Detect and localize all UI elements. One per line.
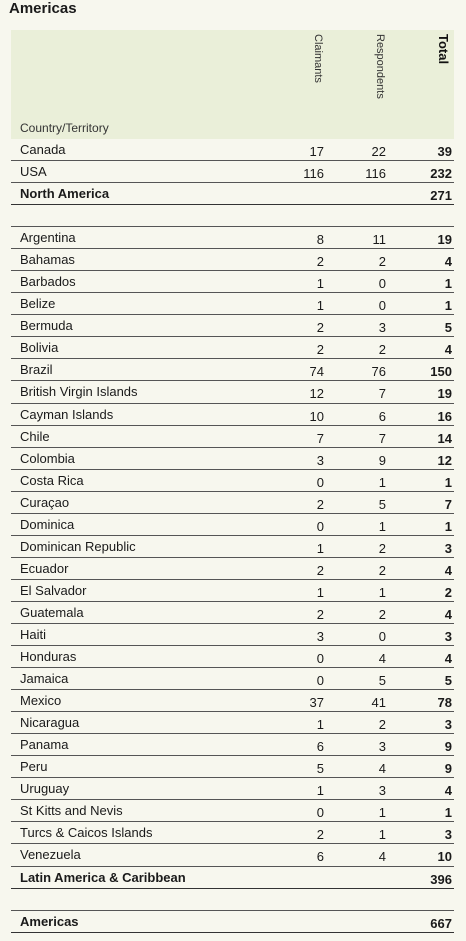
row-name: Peru	[20, 759, 48, 775]
row-name: North America	[20, 186, 110, 202]
row-total: 4	[444, 651, 452, 667]
row-respondents: 41	[371, 695, 386, 711]
row-claimants: 37	[309, 695, 324, 711]
row-respondents: 1	[378, 584, 386, 600]
row-claimants: 7	[316, 430, 324, 446]
row-respondents: 2	[378, 342, 386, 358]
row-total: 1	[444, 805, 452, 821]
row-respondents: 0	[378, 628, 386, 644]
row-claimants: 6	[316, 849, 324, 865]
table-row	[11, 514, 454, 536]
row-respondents: 1	[378, 518, 386, 534]
row-respondents: 5	[378, 673, 386, 689]
row-total: 1	[444, 474, 452, 490]
table-row	[11, 602, 454, 624]
row-name: Latin America & Caribbean	[20, 869, 186, 885]
row-respondents: 3	[378, 739, 386, 755]
row-total: 3	[444, 628, 452, 644]
row-total: 16	[437, 408, 452, 424]
row-respondents: 2	[378, 717, 386, 733]
row-total: 667	[430, 915, 452, 931]
row-total: 1	[444, 518, 452, 534]
table-row	[11, 161, 454, 183]
row-claimants: 3	[316, 628, 324, 644]
row-total: 78	[437, 695, 452, 711]
row-name: El Salvador	[20, 582, 87, 598]
data-table	[11, 139, 454, 933]
row-claimants: 1	[316, 783, 324, 799]
row-name: Americas	[20, 913, 79, 929]
row-respondents: 7	[378, 386, 386, 402]
row-claimants: 1	[316, 276, 324, 292]
table-row	[11, 712, 454, 734]
row-total: 1	[444, 298, 452, 314]
table-row	[11, 139, 454, 161]
row-claimants: 0	[316, 474, 324, 490]
table-header	[11, 30, 454, 139]
row-name: Chile	[20, 428, 50, 444]
row-name: Dominica	[20, 516, 75, 532]
row-total: 19	[437, 386, 452, 402]
page-title: Americas	[9, 0, 77, 17]
row-total: 9	[444, 761, 452, 777]
table-row	[11, 646, 454, 668]
row-total: 9	[444, 739, 452, 755]
row-total: 39	[437, 144, 452, 159]
row-claimants: 0	[316, 518, 324, 534]
row-respondents: 1	[378, 474, 386, 490]
row-respondents: 116	[365, 166, 386, 182]
row-total: 5	[444, 320, 452, 336]
row-respondents: 0	[378, 298, 386, 314]
row-respondents: 3	[378, 320, 386, 336]
row-name: Barbados	[20, 274, 76, 290]
row-claimants: 74	[309, 364, 324, 380]
column-header-total: Total	[436, 34, 451, 65]
row-total: 2	[444, 584, 452, 600]
row-name: Haiti	[20, 626, 47, 642]
row-claimants: 1	[316, 584, 324, 600]
row-name: Ecuador	[20, 560, 69, 576]
table-row	[11, 624, 454, 646]
row-total: 3	[444, 717, 452, 733]
row-name: British Virgin Islands	[20, 384, 138, 400]
row-total: 4	[444, 342, 452, 358]
row-respondents: 0	[378, 276, 386, 292]
row-name: Uruguay	[20, 781, 70, 797]
row-name: Canada	[20, 142, 66, 157]
column-header-claimants: Claimants	[312, 34, 324, 83]
table-row	[11, 381, 454, 403]
row-total: 4	[444, 783, 452, 799]
table-row	[11, 536, 454, 558]
table-row	[11, 426, 454, 448]
row-claimants: 0	[316, 805, 324, 821]
row-claimants: 1	[316, 298, 324, 314]
table-row	[11, 293, 454, 315]
row-claimants: 12	[309, 386, 324, 402]
row-name: Venezuela	[20, 847, 81, 863]
table-row	[11, 844, 454, 866]
row-total: 5	[444, 673, 452, 689]
table-row	[11, 249, 454, 271]
row-respondents: 11	[372, 232, 386, 248]
row-name: Colombia	[20, 450, 75, 466]
row-spacer	[11, 205, 454, 227]
row-total: 19	[437, 232, 452, 248]
table-row	[11, 778, 454, 800]
table-row	[11, 337, 454, 359]
row-claimants: 5	[316, 761, 324, 777]
row-respondents: 6	[378, 408, 386, 424]
row-claimants: 2	[316, 827, 324, 843]
table-row	[11, 227, 454, 249]
table-row	[11, 492, 454, 514]
row-respondents: 22	[371, 144, 386, 159]
column-header-respondents: Respondents	[374, 34, 386, 99]
column-header-country: Country/Territory	[20, 121, 109, 135]
row-total: 4	[444, 562, 452, 578]
row-total: 232	[430, 166, 452, 182]
row-name: Bahamas	[20, 252, 75, 268]
row-claimants: 2	[316, 320, 324, 336]
row-respondents: 1	[378, 805, 386, 821]
row-name: Dominican Republic	[20, 538, 136, 554]
row-respondents: 5	[378, 496, 386, 512]
row-total: 3	[444, 540, 452, 556]
table-row	[11, 315, 454, 337]
row-claimants: 0	[316, 651, 324, 667]
row-claimants: 6	[316, 739, 324, 755]
row-claimants: 2	[316, 606, 324, 622]
row-claimants: 10	[309, 408, 324, 424]
row-claimants: 116	[303, 166, 324, 182]
row-respondents: 2	[378, 606, 386, 622]
table-row	[11, 690, 454, 712]
row-claimants: 2	[316, 342, 324, 358]
row-respondents: 1	[378, 827, 386, 843]
row-name: Argentina	[20, 230, 76, 246]
row-respondents: 2	[378, 562, 386, 578]
subtotal-row	[11, 183, 454, 205]
table-row	[11, 756, 454, 778]
row-name: Bermuda	[20, 318, 73, 334]
row-name: Nicaragua	[20, 715, 80, 731]
row-claimants: 8	[316, 232, 324, 248]
row-name: St Kitts and Nevis	[20, 803, 123, 819]
row-respondents: 7	[378, 430, 386, 446]
table-row	[11, 734, 454, 756]
row-name: Cayman Islands	[20, 406, 114, 422]
row-name: Costa Rica	[20, 472, 84, 488]
row-name: USA	[20, 164, 47, 180]
row-total: 7	[444, 496, 452, 512]
row-total: 396	[430, 871, 452, 887]
row-name: Turcs & Caicos Islands	[20, 825, 153, 841]
table-row	[11, 800, 454, 822]
row-claimants: 2	[316, 496, 324, 512]
row-name: Guatemala	[20, 604, 84, 620]
table-row	[11, 558, 454, 580]
table-row	[11, 271, 454, 293]
row-total: 12	[437, 452, 452, 468]
row-name: Belize	[20, 296, 56, 312]
row-respondents: 4	[378, 761, 386, 777]
row-respondents: 76	[371, 364, 386, 380]
row-spacer	[11, 889, 454, 911]
row-claimants: 2	[316, 562, 324, 578]
row-respondents: 4	[378, 849, 386, 865]
row-respondents: 3	[378, 783, 386, 799]
table-row	[11, 580, 454, 602]
row-total: 4	[444, 254, 452, 270]
row-name: Honduras	[20, 649, 77, 665]
row-name: Brazil	[20, 362, 53, 378]
row-respondents: 9	[378, 452, 386, 468]
table-row	[11, 359, 454, 381]
table-row	[11, 822, 454, 844]
table-row	[11, 404, 454, 426]
table-row	[11, 470, 454, 492]
row-total: 1	[444, 276, 452, 292]
row-claimants: 1	[316, 717, 324, 733]
row-total: 3	[444, 827, 452, 843]
row-total: 150	[430, 364, 452, 380]
row-name: Panama	[20, 737, 69, 753]
row-claimants: 2	[316, 254, 324, 270]
row-total: 4	[444, 606, 452, 622]
row-claimants: 17	[309, 144, 324, 159]
subtotal-row	[11, 867, 454, 889]
row-respondents: 4	[378, 651, 386, 667]
row-total: 14	[437, 430, 452, 446]
row-claimants: 1	[316, 540, 324, 556]
row-total: 10	[437, 849, 452, 865]
row-respondents: 2	[378, 254, 386, 270]
row-name: Jamaica	[20, 671, 69, 687]
row-name: Curaçao	[20, 494, 70, 510]
row-total: 271	[430, 188, 452, 204]
subtotal-row	[11, 911, 454, 933]
row-respondents: 2	[378, 540, 386, 556]
table-row	[11, 448, 454, 470]
row-claimants: 3	[316, 452, 324, 468]
table-row	[11, 668, 454, 690]
row-name: Mexico	[20, 693, 62, 709]
row-name: Bolivia	[20, 340, 59, 356]
row-claimants: 0	[316, 673, 324, 689]
